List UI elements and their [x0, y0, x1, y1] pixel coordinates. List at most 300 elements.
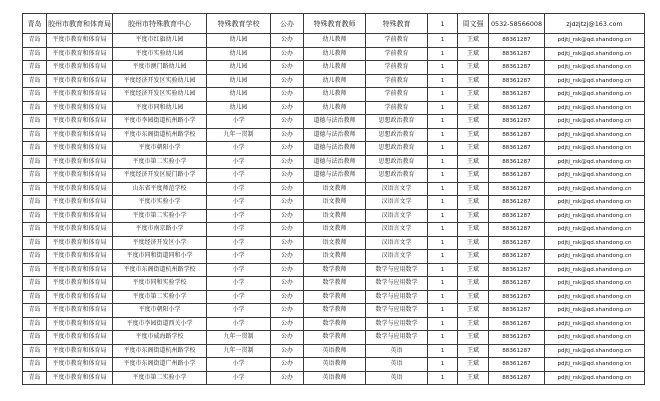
phone-cell: 88361287 — [489, 47, 545, 61]
city-cell: 青岛 — [23, 209, 47, 223]
contact-cell: 王斌 — [458, 155, 489, 169]
city-cell: 青岛 — [23, 344, 47, 358]
city-cell: 青岛 — [23, 169, 47, 183]
major-cell: 汉语言文学 — [366, 182, 428, 196]
contact-cell: 王斌 — [458, 182, 489, 196]
school-cell: 平度市第二实验小学 — [113, 371, 207, 385]
count-cell: 1 — [428, 358, 458, 372]
email-cell: pdjtj_rsk@qd.shandong.cn — [545, 169, 645, 183]
phone-cell: 88361287 — [489, 101, 545, 115]
authority-cell: 平度市教育和体育局 — [47, 34, 113, 48]
major-cell: 思想政治教育 — [366, 142, 428, 156]
school-cell: 平度市东阁街道杭州路学校 — [113, 128, 207, 142]
count-cell: 1 — [428, 74, 458, 88]
major-cell: 数学与应用数学 — [366, 304, 428, 318]
table-row — [23, 142, 645, 156]
post-cell: 数学教师 — [304, 263, 366, 277]
email-cell: pdjtj_rsk@qd.shandong.cn — [545, 304, 645, 318]
contact-cell: 王斌 — [458, 88, 489, 102]
count-cell: 1 — [428, 142, 458, 156]
city-cell: 青岛 — [23, 182, 47, 196]
major-cell: 汉语言文学 — [366, 236, 428, 250]
school-type-cell: 小学 — [207, 290, 271, 304]
school-type-cell: 小学 — [207, 182, 271, 196]
school-cell: 平度市东阁街道杭州路学校 — [113, 344, 207, 358]
authority-cell: 平度市教育和体育局 — [47, 209, 113, 223]
school-cell: 平度市第二实验小学 — [113, 209, 207, 223]
post-cell: 英语教师 — [304, 371, 366, 385]
major-cell: 学前教育 — [366, 34, 428, 48]
phone-cell: 88361287 — [489, 290, 545, 304]
phone-cell: 88361287 — [489, 250, 545, 264]
ownership-cell: 公办 — [271, 182, 304, 196]
major-cell: 英语 — [366, 371, 428, 385]
city-cell: 青岛 — [23, 317, 47, 331]
count-cell: 1 — [428, 115, 458, 129]
major-cell: 思想政治教育 — [366, 155, 428, 169]
ownership-cell: 公办 — [271, 344, 304, 358]
major-cell: 思想政治教育 — [366, 128, 428, 142]
ownership-cell: 公办 — [271, 74, 304, 88]
contact-cell: 王斌 — [458, 344, 489, 358]
ownership-cell: 公办 — [271, 304, 304, 318]
city-cell: 青岛 — [23, 371, 47, 385]
contact-cell: 周文强 — [458, 14, 489, 34]
contact-cell: 王斌 — [458, 101, 489, 115]
email-cell: pdjtj_rsk@qd.shandong.cn — [545, 236, 645, 250]
major-cell: 汉语言文学 — [366, 250, 428, 264]
contact-cell: 王斌 — [458, 290, 489, 304]
post-cell: 幼儿教师 — [304, 74, 366, 88]
email-cell: pdjtj_rsk@qd.shandong.cn — [545, 317, 645, 331]
phone-cell: 88361287 — [489, 263, 545, 277]
table-row — [23, 223, 645, 237]
count-cell: 1 — [428, 182, 458, 196]
major-cell: 学前教育 — [366, 101, 428, 115]
table-row — [23, 196, 645, 210]
authority-cell: 平度市教育和体育局 — [47, 128, 113, 142]
table-row — [23, 88, 645, 102]
major-cell: 思想政治教育 — [366, 169, 428, 183]
school-type-cell: 小学 — [207, 358, 271, 372]
email-cell: pdjtj_rsk@qd.shandong.cn — [545, 88, 645, 102]
phone-cell: 88361287 — [489, 142, 545, 156]
contact-cell: 王斌 — [458, 209, 489, 223]
authority-cell: 平度市教育和体育局 — [47, 250, 113, 264]
email-cell: pdjtj_rsk@qd.shandong.cn — [545, 263, 645, 277]
post-cell: 语文教师 — [304, 236, 366, 250]
ownership-cell: 公办 — [271, 317, 304, 331]
recruitment-table — [22, 13, 645, 385]
ownership-cell: 公办 — [271, 263, 304, 277]
count-cell: 1 — [428, 61, 458, 75]
authority-cell: 平度市教育和体育局 — [47, 277, 113, 291]
email-cell: pdjtj_rsk@qd.shandong.cn — [545, 331, 645, 345]
school-type-cell: 小学 — [207, 250, 271, 264]
school-cell: 平度市第二实验小学 — [113, 155, 207, 169]
authority-cell: 胶州市教育和体育局 — [47, 14, 113, 34]
contact-cell: 王斌 — [458, 169, 489, 183]
table-row — [23, 344, 645, 358]
table-row — [23, 155, 645, 169]
table-body — [23, 14, 645, 385]
count-cell: 1 — [428, 128, 458, 142]
table-row — [23, 304, 645, 318]
table-row — [23, 250, 645, 264]
ownership-cell: 公办 — [271, 358, 304, 372]
major-cell: 汉语言文学 — [366, 196, 428, 210]
authority-cell: 平度市教育和体育局 — [47, 304, 113, 318]
school-type-cell: 小学 — [207, 169, 271, 183]
contact-cell: 王斌 — [458, 331, 489, 345]
contact-cell: 王斌 — [458, 34, 489, 48]
major-cell: 英语 — [366, 344, 428, 358]
phone-cell: 88361287 — [489, 277, 545, 291]
post-cell: 数学教师 — [304, 290, 366, 304]
school-cell: 山东省平度师范学校 — [113, 182, 207, 196]
authority-cell: 平度市教育和体育局 — [47, 142, 113, 156]
city-cell: 青岛 — [23, 88, 47, 102]
authority-cell: 平度市教育和体育局 — [47, 115, 113, 129]
post-cell: 英语教师 — [304, 344, 366, 358]
phone-cell: 88361287 — [489, 344, 545, 358]
city-cell: 青岛 — [23, 331, 47, 345]
school-type-cell: 特殊教育学校 — [207, 14, 271, 34]
authority-cell: 平度市教育和体育局 — [47, 47, 113, 61]
table-row — [23, 61, 645, 75]
school-type-cell: 小学 — [207, 223, 271, 237]
phone-cell: 88361287 — [489, 61, 545, 75]
count-cell: 1 — [428, 34, 458, 48]
table-row — [23, 14, 645, 34]
ownership-cell: 公办 — [271, 223, 304, 237]
city-cell: 青岛 — [23, 263, 47, 277]
contact-cell: 王斌 — [458, 115, 489, 129]
authority-cell: 平度市教育和体育局 — [47, 358, 113, 372]
major-cell: 学前教育 — [366, 61, 428, 75]
city-cell: 青岛 — [23, 74, 47, 88]
post-cell: 道德与法治教师 — [304, 155, 366, 169]
authority-cell: 平度市教育和体育局 — [47, 290, 113, 304]
school-type-cell: 九年一贯制 — [207, 128, 271, 142]
post-cell: 幼儿教师 — [304, 88, 366, 102]
count-cell: 1 — [428, 344, 458, 358]
table-row — [23, 182, 645, 196]
school-type-cell: 小学 — [207, 371, 271, 385]
authority-cell: 平度市教育和体育局 — [47, 74, 113, 88]
authority-cell: 平度市教育和体育局 — [47, 344, 113, 358]
school-cell: 平度市同和幼儿园 — [113, 101, 207, 115]
post-cell: 语文教师 — [304, 250, 366, 264]
major-cell: 学前教育 — [366, 47, 428, 61]
city-cell: 青岛 — [23, 358, 47, 372]
city-cell: 青岛 — [23, 128, 47, 142]
ownership-cell: 公办 — [271, 14, 304, 34]
table-row — [23, 169, 645, 183]
school-cell: 平度市李园街道西关小学 — [113, 317, 207, 331]
table-row — [23, 371, 645, 385]
count-cell: 1 — [428, 169, 458, 183]
email-cell: pdjtj_rsk@qd.shandong.cn — [545, 358, 645, 372]
table-row — [23, 101, 645, 115]
email-cell: pdjtj_rsk@qd.shandong.cn — [545, 101, 645, 115]
school-type-cell: 小学 — [207, 277, 271, 291]
email-cell: pdjtj_rsk@qd.shandong.cn — [545, 182, 645, 196]
table-row — [23, 277, 645, 291]
school-type-cell: 幼儿园 — [207, 61, 271, 75]
major-cell: 汉语言文学 — [366, 223, 428, 237]
contact-cell: 王斌 — [458, 47, 489, 61]
phone-cell: 88361287 — [489, 169, 545, 183]
ownership-cell: 公办 — [271, 101, 304, 115]
count-cell: 1 — [428, 290, 458, 304]
phone-cell: 88361287 — [489, 358, 545, 372]
school-type-cell: 小学 — [207, 196, 271, 210]
email-cell: zjdzjtzj@163.com — [545, 14, 645, 34]
ownership-cell: 公办 — [271, 47, 304, 61]
post-cell: 语文教师 — [304, 182, 366, 196]
email-cell: pdjtj_rsk@qd.shandong.cn — [545, 371, 645, 385]
school-type-cell: 小学 — [207, 142, 271, 156]
school-type-cell: 小学 — [207, 317, 271, 331]
school-cell: 平度经济开发区厦门路小学 — [113, 169, 207, 183]
count-cell: 1 — [428, 250, 458, 264]
school-type-cell: 小学 — [207, 263, 271, 277]
school-cell: 平度市威海路学校 — [113, 331, 207, 345]
school-type-cell: 幼儿园 — [207, 88, 271, 102]
major-cell: 数学与应用数学 — [366, 317, 428, 331]
table-row — [23, 115, 645, 129]
phone-cell: 88361287 — [489, 196, 545, 210]
table-row — [23, 236, 645, 250]
school-cell: 平度经济开发区小学 — [113, 236, 207, 250]
count-cell: 1 — [428, 209, 458, 223]
school-cell: 平度市第二实验小学 — [113, 290, 207, 304]
school-cell: 平度市东阁街道广州路小学 — [113, 358, 207, 372]
post-cell: 道德与法治教师 — [304, 128, 366, 142]
count-cell: 1 — [428, 331, 458, 345]
authority-cell: 平度市教育和体育局 — [47, 61, 113, 75]
email-cell: pdjtj_rsk@qd.shandong.cn — [545, 196, 645, 210]
authority-cell: 平度市教育和体育局 — [47, 182, 113, 196]
school-type-cell: 小学 — [207, 155, 271, 169]
contact-cell: 王斌 — [458, 304, 489, 318]
table-row — [23, 209, 645, 223]
phone-cell: 88361287 — [489, 182, 545, 196]
count-cell: 1 — [428, 263, 458, 277]
post-cell: 数学教师 — [304, 277, 366, 291]
ownership-cell: 公办 — [271, 209, 304, 223]
ownership-cell: 公办 — [271, 142, 304, 156]
phone-cell: 88361287 — [489, 209, 545, 223]
email-cell: pdjtj_rsk@qd.shandong.cn — [545, 250, 645, 264]
count-cell: 1 — [428, 14, 458, 34]
school-cell: 平度市南京路小学 — [113, 223, 207, 237]
table-row — [23, 290, 645, 304]
authority-cell: 平度市教育和体育局 — [47, 101, 113, 115]
authority-cell: 平度市教育和体育局 — [47, 317, 113, 331]
contact-cell: 王斌 — [458, 61, 489, 75]
ownership-cell: 公办 — [271, 290, 304, 304]
post-cell: 语文教师 — [304, 209, 366, 223]
authority-cell: 平度市教育和体育局 — [47, 263, 113, 277]
post-cell: 幼儿教师 — [304, 61, 366, 75]
authority-cell: 平度市教育和体育局 — [47, 331, 113, 345]
major-cell: 思想政治教育 — [366, 115, 428, 129]
city-cell: 青岛 — [23, 290, 47, 304]
school-cell: 平度市同和实验学校 — [113, 277, 207, 291]
email-cell: pdjtj_rsk@qd.shandong.cn — [545, 155, 645, 169]
table-row — [23, 317, 645, 331]
count-cell: 1 — [428, 236, 458, 250]
school-cell: 平度市朝阳小学 — [113, 142, 207, 156]
authority-cell: 平度市教育和体育局 — [47, 236, 113, 250]
contact-cell: 王斌 — [458, 128, 489, 142]
city-cell: 青岛 — [23, 250, 47, 264]
phone-cell: 88361287 — [489, 236, 545, 250]
table-row — [23, 74, 645, 88]
post-cell: 数学教师 — [304, 331, 366, 345]
ownership-cell: 公办 — [271, 371, 304, 385]
phone-cell: 88361287 — [489, 128, 545, 142]
post-cell: 道德与法治教师 — [304, 115, 366, 129]
school-cell: 平度市同和街道同和小学 — [113, 250, 207, 264]
phone-cell: 88361287 — [489, 223, 545, 237]
school-cell: 平度市实验小学 — [113, 196, 207, 210]
table-row — [23, 358, 645, 372]
authority-cell: 平度市教育和体育局 — [47, 169, 113, 183]
ownership-cell: 公办 — [271, 88, 304, 102]
city-cell: 青岛 — [23, 115, 47, 129]
school-cell: 平度市朝阳小学 — [113, 304, 207, 318]
authority-cell: 平度市教育和体育局 — [47, 155, 113, 169]
contact-cell: 王斌 — [458, 142, 489, 156]
major-cell: 英语 — [366, 358, 428, 372]
email-cell: pdjtj_rsk@qd.shandong.cn — [545, 115, 645, 129]
school-cell: 平度市澳门路幼儿园 — [113, 61, 207, 75]
contact-cell: 王斌 — [458, 371, 489, 385]
school-type-cell: 小学 — [207, 304, 271, 318]
email-cell: pdjtj_rsk@qd.shandong.cn — [545, 344, 645, 358]
post-cell: 英语教师 — [304, 358, 366, 372]
school-type-cell: 小学 — [207, 115, 271, 129]
table-row — [23, 34, 645, 48]
count-cell: 1 — [428, 101, 458, 115]
table-row — [23, 47, 645, 61]
city-cell: 青岛 — [23, 196, 47, 210]
email-cell: pdjtj_rsk@qd.shandong.cn — [545, 142, 645, 156]
ownership-cell: 公办 — [271, 236, 304, 250]
major-cell: 学前教育 — [366, 74, 428, 88]
count-cell: 1 — [428, 47, 458, 61]
school-cell: 平度市东阁街道杭州路学校 — [113, 263, 207, 277]
phone-cell: 88361287 — [489, 304, 545, 318]
count-cell: 1 — [428, 277, 458, 291]
city-cell: 青岛 — [23, 142, 47, 156]
school-cell: 胶州市特殊教育中心 — [113, 14, 207, 34]
major-cell: 数学与应用数学 — [366, 277, 428, 291]
phone-cell: 88361287 — [489, 317, 545, 331]
school-type-cell: 小学 — [207, 236, 271, 250]
post-cell: 语文教师 — [304, 196, 366, 210]
school-type-cell: 幼儿园 — [207, 47, 271, 61]
phone-cell: 88361287 — [489, 88, 545, 102]
authority-cell: 平度市教育和体育局 — [47, 88, 113, 102]
ownership-cell: 公办 — [271, 128, 304, 142]
count-cell: 1 — [428, 304, 458, 318]
major-cell: 特殊教育 — [366, 14, 428, 34]
table-row — [23, 128, 645, 142]
ownership-cell: 公办 — [271, 115, 304, 129]
school-type-cell: 幼儿园 — [207, 74, 271, 88]
school-cell: 平度经济开发区实验幼儿园 — [113, 74, 207, 88]
contact-cell: 王斌 — [458, 317, 489, 331]
phone-cell: 88361287 — [489, 371, 545, 385]
contact-cell: 王斌 — [458, 277, 489, 291]
post-cell: 语文教师 — [304, 223, 366, 237]
post-cell: 数学教师 — [304, 304, 366, 318]
post-cell: 幼儿教师 — [304, 101, 366, 115]
post-cell: 幼儿教师 — [304, 47, 366, 61]
email-cell: pdjtj_rsk@qd.shandong.cn — [545, 277, 645, 291]
contact-cell: 王斌 — [458, 250, 489, 264]
contact-cell: 王斌 — [458, 196, 489, 210]
major-cell: 数学与应用数学 — [366, 263, 428, 277]
ownership-cell: 公办 — [271, 61, 304, 75]
major-cell: 汉语言文学 — [366, 209, 428, 223]
school-cell: 平度市实验幼儿园 — [113, 47, 207, 61]
contact-cell: 王斌 — [458, 236, 489, 250]
major-cell: 数学与应用数学 — [366, 331, 428, 345]
ownership-cell: 公办 — [271, 169, 304, 183]
contact-cell: 王斌 — [458, 263, 489, 277]
email-cell: pdjtj_rsk@qd.shandong.cn — [545, 74, 645, 88]
ownership-cell: 公办 — [271, 331, 304, 345]
count-cell: 1 — [428, 223, 458, 237]
major-cell: 数学与应用数学 — [366, 290, 428, 304]
count-cell: 1 — [428, 317, 458, 331]
table-row — [23, 263, 645, 277]
phone-cell: 88361287 — [489, 155, 545, 169]
city-cell: 青岛 — [23, 61, 47, 75]
email-cell: pdjtj_rsk@qd.shandong.cn — [545, 290, 645, 304]
authority-cell: 平度市教育和体育局 — [47, 196, 113, 210]
post-cell: 数学教师 — [304, 317, 366, 331]
email-cell: pdjtj_rsk@qd.shandong.cn — [545, 209, 645, 223]
school-type-cell: 幼儿园 — [207, 101, 271, 115]
city-cell: 青岛 — [23, 304, 47, 318]
contact-cell: 王斌 — [458, 223, 489, 237]
count-cell: 1 — [428, 196, 458, 210]
phone-cell: 88361287 — [489, 331, 545, 345]
ownership-cell: 公办 — [271, 155, 304, 169]
email-cell: pdjtj_rsk@qd.shandong.cn — [545, 223, 645, 237]
contact-cell: 王斌 — [458, 74, 489, 88]
count-cell: 1 — [428, 155, 458, 169]
ownership-cell: 公办 — [271, 250, 304, 264]
count-cell: 1 — [428, 371, 458, 385]
city-cell: 青岛 — [23, 223, 47, 237]
post-cell: 幼儿教师 — [304, 34, 366, 48]
ownership-cell: 公办 — [271, 277, 304, 291]
ownership-cell: 公办 — [271, 196, 304, 210]
city-cell: 青岛 — [23, 155, 47, 169]
city-cell: 青岛 — [23, 14, 47, 34]
phone-cell: 88361287 — [489, 115, 545, 129]
phone-cell: 88361287 — [489, 34, 545, 48]
email-cell: pdjtj_rsk@qd.shandong.cn — [545, 47, 645, 61]
city-cell: 青岛 — [23, 101, 47, 115]
